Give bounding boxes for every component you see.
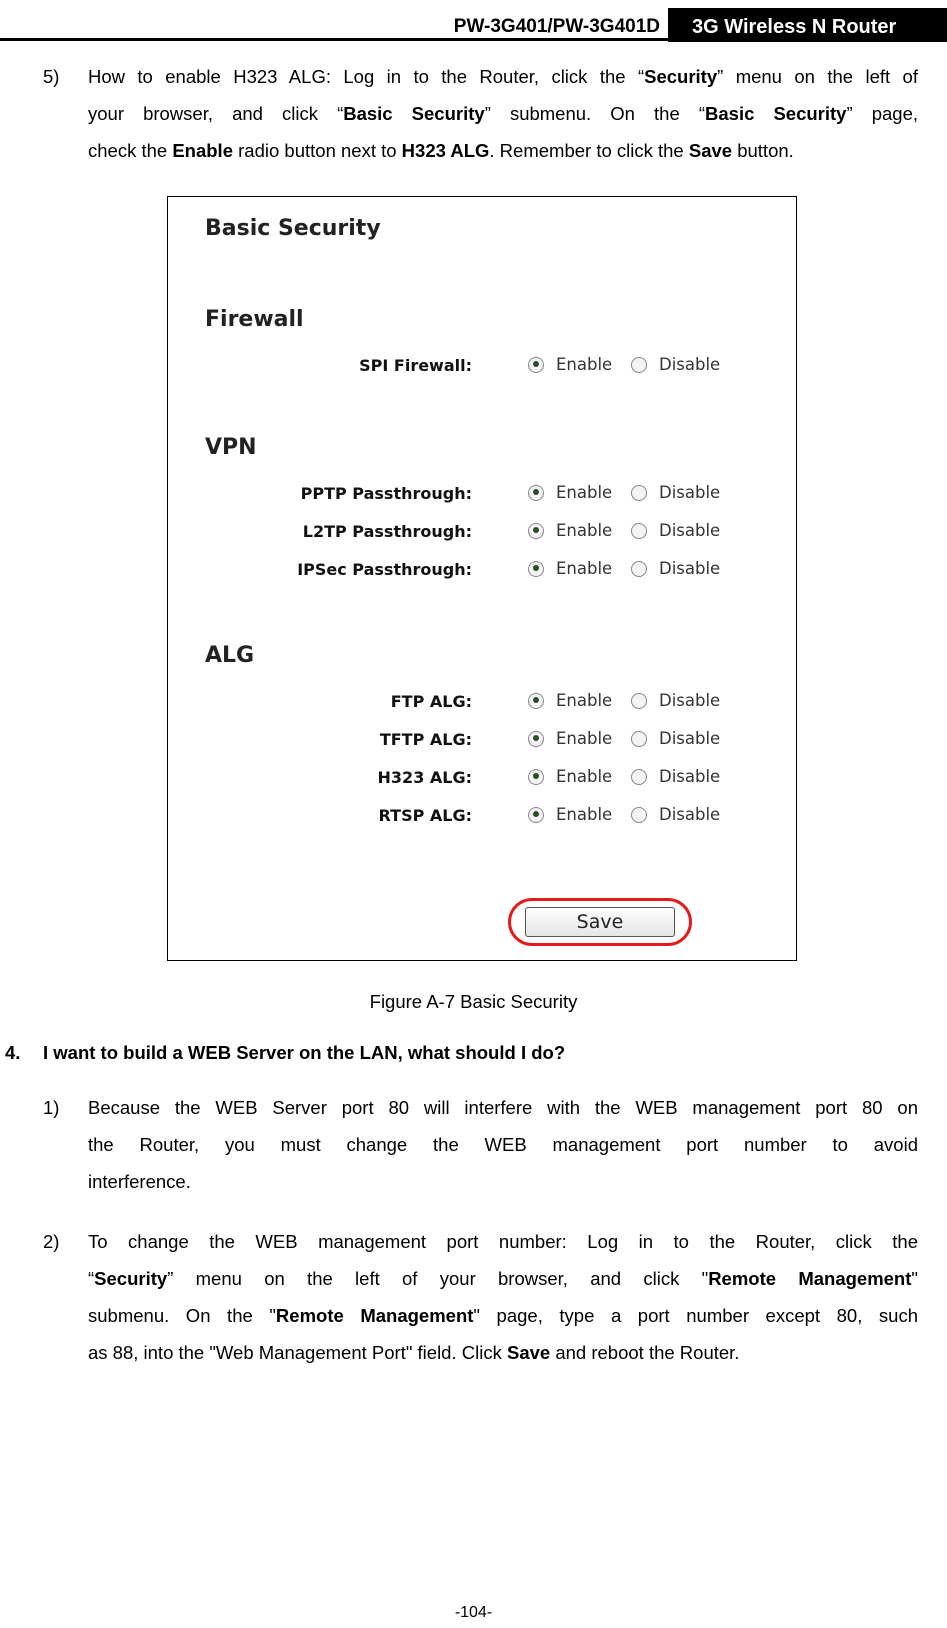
setting-label: H323 ALG:	[377, 768, 472, 787]
step-number: 5)	[43, 66, 60, 87]
text-run: "	[911, 1268, 918, 1289]
setting-label: TFTP ALG:	[379, 730, 472, 749]
text-line	[88, 1260, 918, 1297]
radio-label: Disable	[659, 729, 721, 748]
text-run: radio button next to	[233, 140, 402, 161]
radio-unchecked-icon[interactable]	[631, 485, 647, 501]
section-heading: ALG	[205, 643, 255, 668]
text-line: Because the WEB Server port 80 will interfere with the WEB management port 80 on	[88, 1097, 918, 1118]
radio-label: Disable	[659, 691, 721, 710]
page-number: -104-	[454, 1604, 493, 1621]
setting-label: IPSec Passthrough:	[297, 560, 472, 579]
setting-label: FTP ALG:	[390, 692, 472, 711]
disable-radio[interactable]	[631, 805, 720, 824]
radio-checked-icon[interactable]	[528, 731, 544, 747]
text-run: “	[88, 1268, 95, 1289]
radio-label: Disable	[659, 805, 721, 824]
radio-unchecked-icon[interactable]	[631, 807, 647, 823]
text-run: . Remember to click the	[489, 140, 689, 161]
text-run: submenu. On the "	[88, 1305, 276, 1326]
text-line	[88, 1297, 918, 1334]
text-run: button.	[732, 140, 794, 161]
radio-label: Disable	[659, 483, 721, 502]
save-button[interactable]: Save	[525, 907, 675, 937]
text-run: ” page,	[846, 103, 919, 124]
enable-radio[interactable]	[528, 483, 612, 502]
radio-checked-icon[interactable]	[528, 807, 544, 823]
radio-label: Enable	[556, 355, 613, 374]
section-heading: VPN	[205, 435, 257, 460]
radio-checked-icon[interactable]	[528, 357, 544, 373]
radio-unchecked-icon[interactable]	[631, 769, 647, 785]
text-run: as 88, into the "Web Management Port" field. Click	[88, 1342, 507, 1363]
setting-label: PPTP Passthrough:	[300, 484, 472, 503]
disable-radio[interactable]	[631, 521, 720, 540]
bold-term: Basic Security	[705, 103, 847, 124]
step-number: 1)	[43, 1097, 60, 1118]
bold-term: Remote Management	[708, 1268, 912, 1289]
bold-term: Remote Management	[275, 1305, 474, 1326]
text-line	[88, 58, 918, 95]
enable-radio[interactable]	[528, 767, 612, 786]
header-product: 3G Wireless N Router	[692, 16, 897, 38]
section-heading: Firewall	[205, 307, 304, 332]
enable-radio[interactable]	[528, 355, 612, 374]
radio-label: Disable	[659, 521, 721, 540]
disable-radio[interactable]	[631, 691, 720, 710]
radio-label: Enable	[556, 483, 613, 502]
enable-radio[interactable]	[528, 691, 612, 710]
text-line	[88, 1334, 918, 1371]
radio-label: Disable	[659, 355, 721, 374]
text-line: interference.	[88, 1171, 191, 1192]
enable-radio[interactable]	[528, 559, 612, 578]
text-run: your browser, and click “	[88, 103, 344, 124]
radio-unchecked-icon[interactable]	[631, 357, 647, 373]
text-line	[88, 95, 918, 132]
step-number: 2)	[43, 1231, 60, 1252]
text-run: " page, type a port number except 80, such	[473, 1305, 918, 1326]
text-line	[88, 132, 918, 169]
radio-label: Enable	[556, 559, 613, 578]
step-5-text	[88, 58, 918, 169]
radio-checked-icon[interactable]	[528, 769, 544, 785]
text-run: To change the WEB management port number: Log in to the Router, click the	[88, 1231, 918, 1252]
basic-security-screenshot	[167, 196, 797, 961]
radio-checked-icon[interactable]	[528, 693, 544, 709]
disable-radio[interactable]	[631, 729, 720, 748]
bold-term: Save	[688, 140, 733, 161]
radio-label: Enable	[556, 729, 613, 748]
bold-term: Security	[644, 66, 718, 87]
question-number: 4.	[5, 1042, 21, 1063]
bold-term: Enable	[172, 140, 233, 161]
step-1-text	[88, 1089, 918, 1200]
radio-unchecked-icon[interactable]	[631, 693, 647, 709]
setting-label: SPI Firewall:	[359, 356, 472, 375]
text-run: ” submenu. On the “	[484, 103, 705, 124]
setting-label: L2TP Passthrough:	[302, 522, 472, 541]
radio-label: Enable	[556, 521, 613, 540]
radio-label: Disable	[659, 559, 721, 578]
enable-radio[interactable]	[528, 521, 612, 540]
radio-label: Enable	[556, 805, 613, 824]
disable-radio[interactable]	[631, 559, 720, 578]
disable-radio[interactable]	[631, 767, 720, 786]
disable-radio[interactable]	[631, 355, 720, 374]
bold-term: Save	[506, 1342, 551, 1363]
radio-unchecked-icon[interactable]	[631, 561, 647, 577]
enable-radio[interactable]	[528, 729, 612, 748]
radio-unchecked-icon[interactable]	[631, 523, 647, 539]
bold-term: H323 ALG	[401, 140, 490, 161]
figure-caption: Figure A-7 Basic Security	[369, 991, 578, 1012]
step-2-text	[88, 1223, 918, 1371]
radio-label: Disable	[659, 767, 721, 786]
text-run: ” menu on the left of	[717, 66, 918, 87]
radio-checked-icon[interactable]	[528, 523, 544, 539]
header-model: PW-3G401/PW-3G401D	[453, 16, 660, 37]
text-line	[88, 1223, 918, 1260]
page-header	[0, 8, 947, 42]
text-run: check the	[88, 140, 173, 161]
text-run: ” menu on the left of your browser, and click "	[167, 1268, 709, 1289]
text-run: How to enable H323 ALG: Log in to the Router, click the “	[88, 66, 645, 87]
page-title: Basic Security	[205, 216, 381, 241]
radio-label: Enable	[556, 767, 613, 786]
setting-label: RTSP ALG:	[378, 806, 472, 825]
enable-radio[interactable]	[528, 805, 612, 824]
bold-term: Basic Security	[343, 103, 485, 124]
radio-label: Enable	[556, 691, 613, 710]
text-run: and reboot the Router.	[550, 1342, 740, 1363]
question-text: I want to build a WEB Server on the LAN, what should I do?	[43, 1042, 566, 1063]
disable-radio[interactable]	[631, 483, 720, 502]
bold-term: Security	[94, 1268, 168, 1289]
text-line: the Router, you must change the WEB management port number to avoid	[88, 1134, 918, 1155]
radio-unchecked-icon[interactable]	[631, 731, 647, 747]
radio-checked-icon[interactable]	[528, 561, 544, 577]
radio-checked-icon[interactable]	[528, 485, 544, 501]
